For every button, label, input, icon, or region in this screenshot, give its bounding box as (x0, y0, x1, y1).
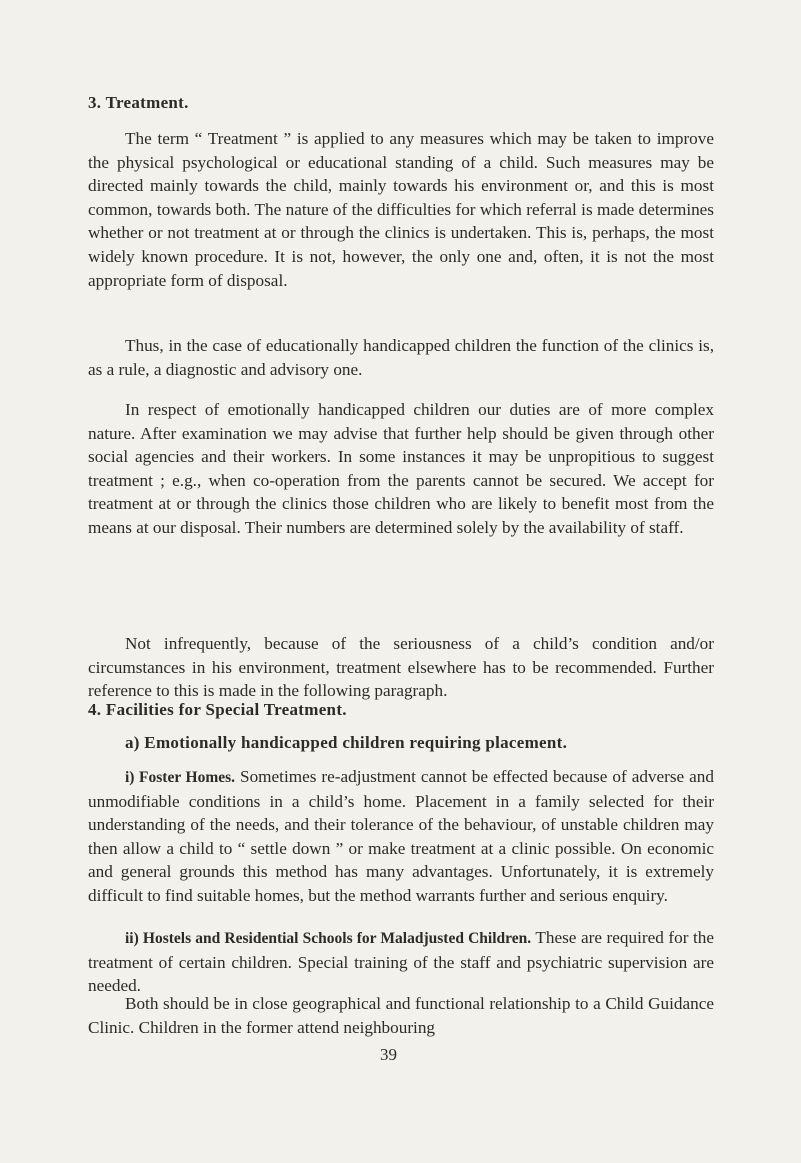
paragraph-treatment-definition: The term “ Treatment ” is applied to any measures which may be taken to improve the physical psychological or educational standing of a child. Such measures may be directed mainly towards the child, mainly towards his environment or, and this is most common, towards both. The nature of the difficulties for which referral is made determines whether or not treatment at or through the clinics is undertaken. This is, perhaps, the most widely known procedure. It is not, however, the only one and, often, it is not the most appropriate form of disposal. (88, 129, 714, 290)
paragraph-foster-homes (88, 765, 714, 908)
hostels-body: These are required for the treatment of certain children. Special training of the staff and psychiatric supervision are needed. (88, 928, 714, 996)
foster-homes-lead: i) Foster Homes. (125, 769, 236, 786)
page-number: 39 (380, 1045, 397, 1064)
paragraph-hostels (88, 926, 714, 998)
paragraph-emotional-handicap: In respect of emotionally handicapped children our duties are of more complex nature. After examination we may advise that further help should be given through other social agencies and their workers. In some instances it may be unpropitious to suggest treatment ; e.g., when co-operation from the parents cannot be secured. We accept for treatment at or through the clinics those children who are likely to benefit most from the means at our disposal. Their numbers are determined solely by the availability of staff. (88, 400, 714, 537)
section-heading-treatment: 3. Treatment. (88, 93, 189, 112)
section-heading-facilities: 4. Facilities for Special Treatment. (88, 700, 347, 719)
paragraph-treatment-elsewhere: Not infrequently, because of the seriousness of a child’s condition and/or circumstances in his environment, treatment elsewhere has to be recommended. Further reference to this is made in the following paragraph. (88, 634, 714, 701)
paragraph-geographical-relationship: Both should be in close geographical and functional relationship to a Child Guidance Clinic. Children in the former attend neighbouring (88, 994, 714, 1037)
subsection-heading-placement: a) Emotionally handicapped children requiring placement. (125, 733, 568, 752)
paragraph-educational-handicap: Thus, in the case of educationally handicapped children the function of the clinics is, as a rule, a diagnostic and advisory one. (88, 336, 714, 379)
hostels-lead: ii) Hostels and Residential Schools for Maladjusted Children. (125, 930, 532, 947)
foster-homes-body: Sometimes re-adjustment cannot be effected because of adverse and unmodifiable conditions in a child’s home. Placement in a family selected for their understanding of the needs, and their tolerance of the behaviour, of unstable children may then allow a child to “ settle down ” or make treatment at a clinic possible. On economic and general grounds this method has many advantages. Unfortunately, it is extremely difficult to find suitable homes, but the method warrants further and serious enquiry. (88, 767, 714, 905)
